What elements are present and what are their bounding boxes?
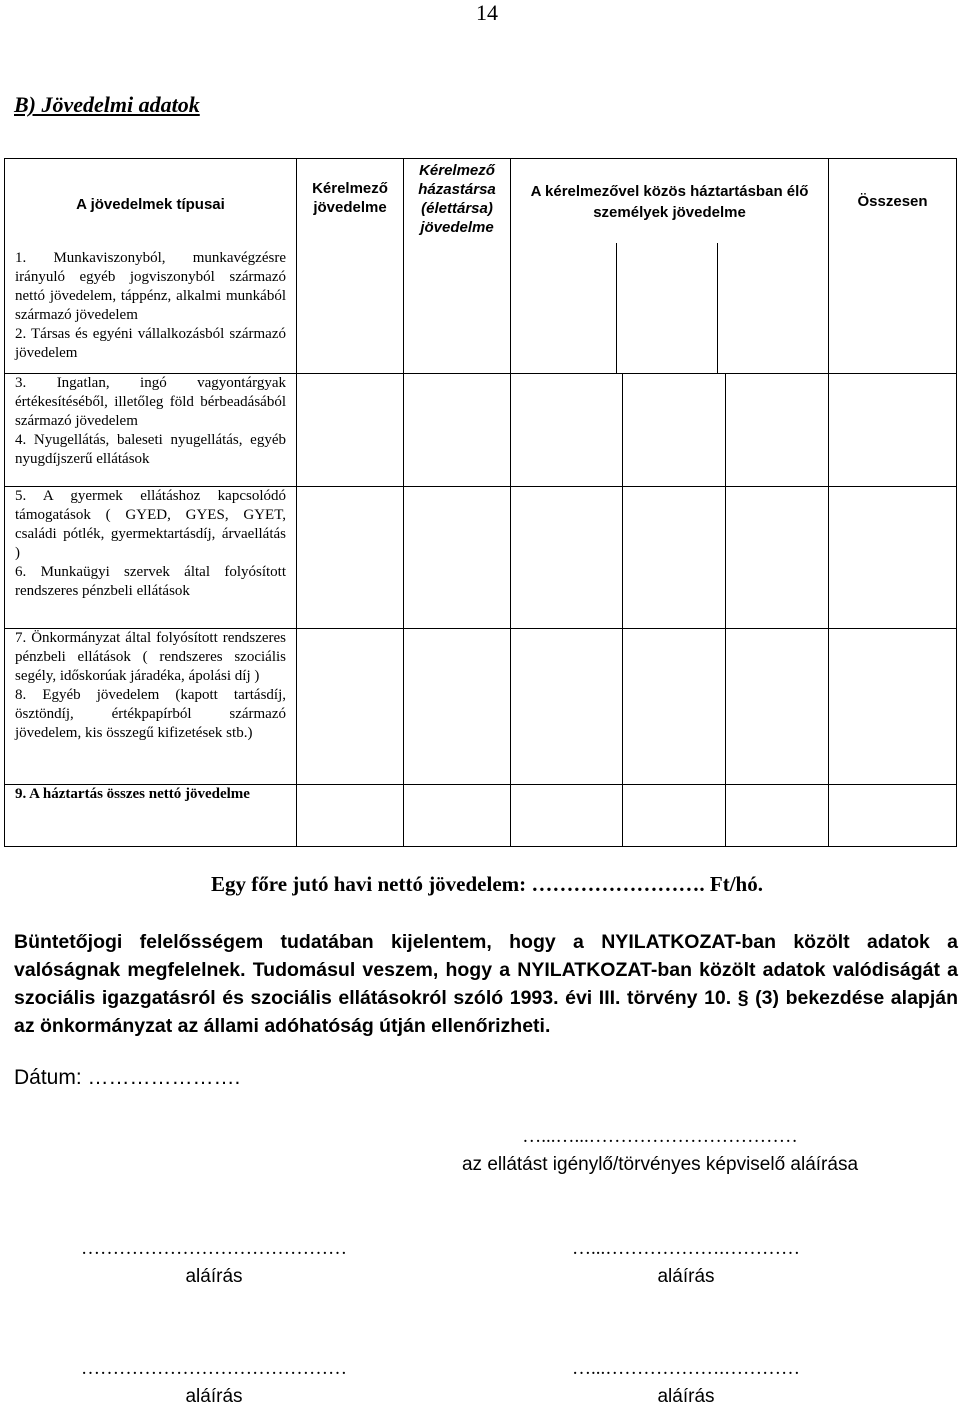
- income-item-2: 2. Társas és egyéni vállalkozásból származó jövedelem: [15, 326, 286, 361]
- input-cell[interactable]: [623, 785, 726, 847]
- input-cell[interactable]: [297, 374, 404, 487]
- signature-right-2[interactable]: [486, 1358, 886, 1408]
- input-cell[interactable]: [404, 487, 511, 629]
- header-line: Kérelmező: [312, 180, 388, 197]
- table-row: [5, 785, 957, 847]
- signature-left-2[interactable]: [14, 1358, 414, 1408]
- signature-label: aláírás: [657, 1266, 715, 1287]
- income-item-7: 7. Önkormányzat által folyósított rendszeres pénzbeli ellátások ( rendszeres szociális segély, időskorúak járadéka, ápolási díj ): [15, 630, 286, 684]
- signature-label: aláírás: [185, 1386, 243, 1407]
- signature-line: …...……………….…………: [572, 1358, 800, 1379]
- input-cell[interactable]: [404, 785, 511, 847]
- signature-line: ……………………………………: [81, 1238, 347, 1259]
- income-item-3: 3. Ingatlan, ingó vagyontárgyak értékesítéséből, illetőleg föld bérbeadásából származó jövedelem: [15, 375, 286, 429]
- type-cell-group-3: [5, 487, 297, 629]
- input-cell[interactable]: [726, 374, 829, 487]
- signature-line: …...…...……………………………: [522, 1126, 798, 1147]
- header-line: személyek jövedelme: [593, 204, 746, 221]
- household-income-header: [511, 159, 828, 223]
- header-line: házastársa: [418, 181, 496, 198]
- signature-label: az ellátást igénylő/törvényes képviselő aláírása: [461, 1154, 859, 1175]
- income-item-5: 5. A gyermek ellátáshoz kapcsolódó támogatások ( GYED, GYES, GYET, családi pótlék, gyermektartásdíj, árvaellátás ): [15, 488, 286, 561]
- input-cell[interactable]: [726, 487, 829, 629]
- signature-label: aláírás: [185, 1266, 243, 1287]
- input-cell[interactable]: [726, 785, 829, 847]
- type-cell-group-1: [5, 159, 297, 374]
- per-capita-income: Egy főre jutó havi nettó jövedelem: ……………………. Ft/hó.: [211, 872, 763, 896]
- input-cell[interactable]: [404, 629, 511, 785]
- input-cell[interactable]: [726, 629, 829, 785]
- income-table: [4, 158, 957, 847]
- applicant-income-header: [297, 159, 404, 374]
- header-line: jövedelme: [420, 219, 494, 236]
- signature-right-1[interactable]: [486, 1238, 886, 1288]
- section-title: B) Jövedelmi adatok: [14, 92, 200, 117]
- type-cell-group-4: [5, 629, 297, 785]
- header-line: Összesen: [857, 193, 928, 210]
- input-cell[interactable]: [829, 374, 957, 487]
- header-line: A kérelmezővel közös háztartásban élő: [530, 183, 809, 200]
- type-cell-group-2: [5, 374, 297, 487]
- household-column-divider: [616, 243, 617, 373]
- table-row: [5, 159, 957, 374]
- input-cell[interactable]: [297, 629, 404, 785]
- input-cell[interactable]: [829, 487, 957, 629]
- main-signature[interactable]: [420, 1126, 900, 1176]
- signature-line: …...……………….…………: [572, 1238, 800, 1259]
- table-row: [5, 629, 957, 785]
- header-line: (élettársa): [421, 200, 493, 217]
- table-row: [5, 487, 957, 629]
- income-item-6: 6. Munkaügyi szervek által folyósított rendszeres pénzbeli ellátások: [15, 564, 286, 599]
- income-item-4: 4. Nyugellátás, baleseti nyugellátás, egyéb nyugdíjszerű ellátások: [15, 432, 286, 467]
- input-cell[interactable]: [511, 629, 623, 785]
- signature-line: ……………………………………: [81, 1358, 347, 1379]
- input-cell[interactable]: [511, 785, 623, 847]
- signature-label: aláírás: [657, 1386, 715, 1407]
- input-cell[interactable]: [511, 374, 623, 487]
- total-row-label: 9. A háztartás összes nettó jövedelme: [5, 785, 297, 847]
- input-cell[interactable]: [829, 785, 957, 847]
- types-header: A jövedelmek típusai: [76, 196, 225, 213]
- household-column-divider: [717, 243, 718, 373]
- signature-left-1[interactable]: [14, 1238, 414, 1288]
- input-cell[interactable]: [623, 374, 726, 487]
- input-cell[interactable]: [623, 487, 726, 629]
- income-item-1: 1. Munkaviszonyból, munkavégzésre irányuló egyéb jogviszonyból származó nettó jövedelem, táppénz, alkalmi munkából származó jövedelem: [15, 250, 286, 323]
- declaration-text: Büntetőjogi felelősségem tudatában kijelentem, hogy a NYILATKOZAT-ban közölt adatok a valóságnak megfelelnek. Tudomásul veszem, hogy a NYILATKOZAT-ban közölt adatok valódiságát a szociális igazgatásról és szociális ellátásokról szóló 1993. évi III. törvény 10. § (3) bekezdése alapján az önkormányzat az állami adóhatóság útján ellenőrizheti.: [14, 931, 958, 1037]
- spouse-income-header: [404, 159, 511, 374]
- input-cell[interactable]: [511, 487, 623, 629]
- date-field[interactable]: Dátum: ………………….: [14, 1066, 241, 1089]
- input-cell[interactable]: [297, 785, 404, 847]
- header-line: Kérelmező: [419, 162, 495, 179]
- income-item-8: 8. Egyéb jövedelem (kapott tartásdíj, ösztöndíj, értékpapírból származó jövedelem, kis összegű kifizetések stb.): [15, 687, 286, 741]
- input-cell[interactable]: [623, 629, 726, 785]
- input-cell[interactable]: [297, 487, 404, 629]
- header-line: jövedelme: [313, 199, 387, 216]
- page-number: 14: [476, 0, 498, 25]
- household-income-header-cell: [511, 159, 829, 374]
- input-cell[interactable]: [404, 374, 511, 487]
- table-row: [5, 374, 957, 487]
- input-cell[interactable]: [829, 629, 957, 785]
- total-header: [829, 159, 957, 374]
